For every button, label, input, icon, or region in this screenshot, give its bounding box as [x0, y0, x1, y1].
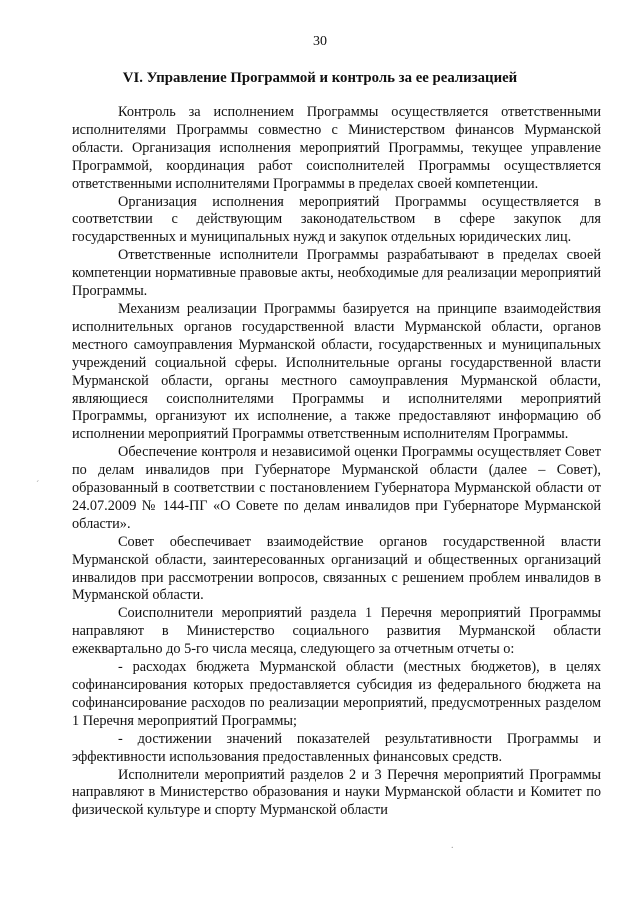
page-number: 30: [313, 34, 327, 49]
paragraph-reporting: Соисполнители мероприятий раздела 1 Перечня мероприятий Программы направляют в Министерство социального развития Мурманской области ежеквартально до 5-го числа месяца, следующего за отчетным отчеты о:: [72, 605, 601, 658]
section-title: VI. Управление Программой и контроль за ее реализацией: [122, 70, 518, 86]
paragraph-normative-acts: Ответственные исполнители Программы разрабатывают в пределах своей компетенции нормативные правовые акты, необходимые для реализации мероприятий Программы.: [72, 247, 601, 300]
list-item-indicators: - достижении значений показателей результативности Программы и эффективности использования предоставленных финансовых средств.: [72, 730, 601, 765]
list-item-budget-expenses: - расходах бюджета Мурманской области (местных бюджетов), в целях софинансирования которых предоставляется субсидия из федерального бюджета на софинансирование расходов по реализации мероприятий, предусмотренных разделом 1 Перечня мероприятий Программы;: [72, 659, 601, 729]
paragraph-council: Обеспечение контроля и независимой оценки Программы осуществляет Совет по делам инвалидов при Губернаторе Мурманской области (далее – Совет), образованный в соответствии с постановлением Губернатора Мурманской области от 24.07.2009 № 144-ПГ «О Совете по делам инвалидов при Губернаторе Мурманской области».: [72, 444, 601, 532]
paragraph-council-interaction: Совет обеспечивает взаимодействие органов государственной власти Мурманской области, заинтересованных организаций и общественных организаций инвалидов при рассмотрении вопросов, связанных с решением проблем инвалидов в Мурманской области.: [72, 533, 601, 604]
body-text: [72, 104, 601, 820]
paragraph-mechanism: Механизм реализации Программы базируется на принципе взаимодействия исполнительных органов государственной власти Мурманской области, органов местного самоуправления Мурманской области, государственных и муниципальных учреждений социальной сферы. Исполнительные органы государственной власти Мурманской области, органы местного самоуправления Мурманской области, являющиеся соисполнителями Программы и исполнителями мероприятий Программы, организуют их исполнение, а также предоставляют информацию об исполнении мероприятий Программы ответственным исполнителям Программы.: [72, 300, 601, 443]
paragraph-executors: Исполнители мероприятий разделов 2 и 3 Перечня мероприятий Программы направляют в Министерство образования и науки Мурманской области и Комитет по физической культуре и спорту Мурманской области: [72, 766, 601, 819]
scan-mark: ˊ: [36, 480, 40, 491]
paragraph-control: Контроль за исполнением Программы осуществляется ответственными исполнителями Программы совместно с Министерством финансов Мурманской области. Организация исполнения мероприятий Программы, текущее управление Программой, координация работ соисполнителей Программы осуществляется ответственными исполнителями Программы в пределах своей компетенции.: [72, 104, 601, 192]
scan-mark: .: [451, 840, 454, 851]
paragraph-procurement: Организация исполнения мероприятий Программы осуществляется в соответствии с действующим законодательством в сфере закупок для государственных и муниципальных нужд и закупок отдельных юридических лиц.: [72, 193, 601, 246]
